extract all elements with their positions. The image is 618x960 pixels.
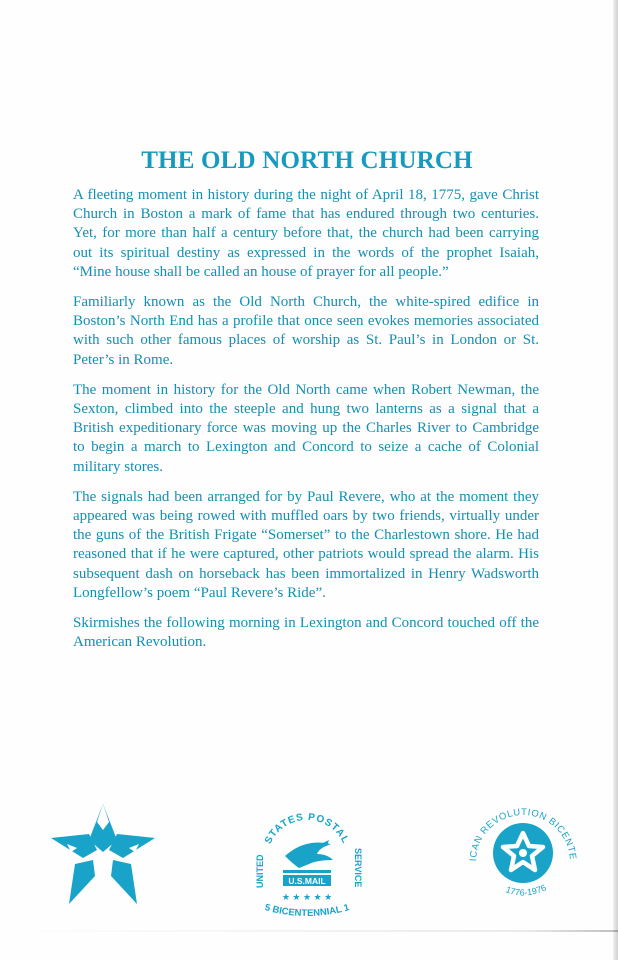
usps-eagle-icon	[285, 840, 333, 868]
paragraph-1: A fleeting moment in history during the night of April 18, 1775, gave Christ Church in Boston a mark of fame that has endured through two centuries. Yet, for more than half a century before that, the church had been carrying out its spiritual destiny as expressed in the words of the prophet Isaiah, “Mine house shall be called an house of prayer for all people.”	[73, 187, 539, 280]
usps-mail-label: U.S.MAIL	[288, 876, 326, 886]
paragraph-4: The signals had been arranged for by Paul Revere, who at the moment they appeared was being rowed with muffled oars by two friends, virtually under the guns of the British Frigate “Somerset” to the Charlestown shore. He had reasoned that if he were captured, other patriots would spread the alarm. His subsequent dash on horseback has been immortalized in Henry Wadsworth Longfellow’s poem “Paul Revere’s Ride”.	[73, 488, 539, 601]
page-title: THE OLD NORTH CHURCH	[141, 147, 473, 174]
arbc-ring-text: ICAN REVOLUTION BICENTE	[467, 806, 579, 862]
usps-arc-left: UNITED	[255, 854, 265, 888]
arbc-star-icon	[493, 823, 553, 883]
paragraph-3: The moment in history for the Old North came when Robert Newman, the Sexton, climbed into the steeple and hung two lanterns as a signal that a British expeditionary force was moving up the Charles River to Cambridge to begin a march to Lexington and Concord to seize a cache of Colonial military stores.	[73, 381, 539, 475]
paragraph-2: Familiarly known as the Old North Church, the white-spired edifice in Boston’s North End has a profile that once seen evokes memories associated with such other famous places of worship as St. Paul’s in London or St. Peter’s in Rome.	[73, 294, 539, 368]
svg-text:STATES POSTAL	[263, 812, 351, 846]
svg-text:1776-1976	[504, 882, 547, 897]
article-body	[73, 186, 539, 663]
usps-bicentennial-seal	[247, 798, 367, 928]
bicentennial-star-icon	[47, 800, 159, 910]
usps-arc-top: STATES POSTAL	[262, 811, 352, 846]
emblem-row	[0, 790, 618, 930]
arbc-years: 1776-1976	[504, 882, 548, 898]
usps-stars: ★ ★ ★ ★ ★	[281, 892, 333, 902]
paragraph-5: Skirmishes the following morning in Lexington and Concord touched off the American Revolution.	[73, 615, 539, 651]
usps-arc-right: SERVICE	[353, 848, 363, 888]
page-fold-shadow	[0, 930, 618, 932]
arbc-seal	[462, 792, 584, 914]
usps-bottom-text: 5 BICENTENNIAL 1	[263, 902, 351, 920]
